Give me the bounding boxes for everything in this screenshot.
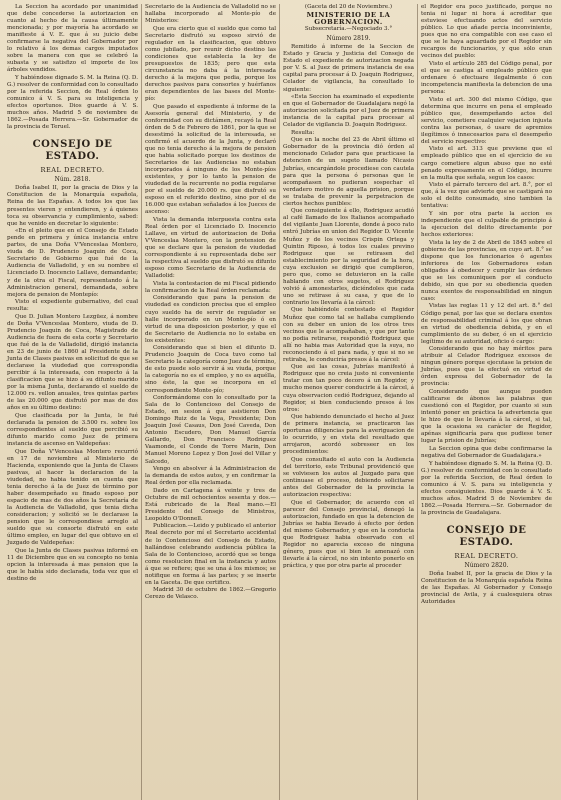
decree-heading: REAL DECRETO. xyxy=(454,551,519,560)
column-rule xyxy=(279,4,280,800)
paragraph: Visto el artículo 285 del Código penal, por el que se castiga al empleado público que ordenare ó efectuare ilegalmente ó con incompetencia manifiesta la detencion de una persona: xyxy=(421,60,552,96)
paragraph: La Seccion opina que debe confirmarse la negativa del Gobernador de Guadalajara.» xyxy=(421,445,552,459)
paragraph: Vista la contestacion de mi Fiscal pidiendo la confirmacion de la Real órden reclamada: xyxy=(145,280,276,294)
paragraph: Vistas las reglas 11 y 12 del art. 8.° del Código penal, por las que se declara exentos de responsabilidad criminal á los que obran en virtud de obediencia debida, y en el cumplimiento de su deber, ó en el ejercicio legítimo de su autoridad, oficio ó cargo: xyxy=(421,303,552,345)
paragraph: Resulta: xyxy=(291,129,315,136)
paragraph: Conformándome con lo consultado por la Sala de lo Contencioso del Consejo de Estado, en sesion á que asistieron Don Domingo Ruiz de la Vega, Presidente; Don Joaquin José Casaus, Don José Caveda, Don Antonio Escudero, Don Manuel García Gallardo, Don Francisco Rodriguez Vaamonde, el Conde de Torre Marin, Don Manuel Moreno Lopez y Don José del Villar y Salcedo, xyxy=(145,395,276,465)
ministry-title: MINISTERIO DE LA GOBERNACION. xyxy=(306,11,391,27)
column-3 xyxy=(280,4,417,800)
paragraph: Que la Junta de Clases pasivas informó en 11 de Diciembre que en su concepto no tenia opcion la interesada á mas pension que la que le habia sido declarada, toda vez que el destino de xyxy=(7,547,138,582)
section-heading: CONSEJO DE ESTADO. xyxy=(32,139,113,163)
paragraph: Vengo en absolver á la Administracion de la demanda de estos autos, y en confirmar la Real órden por ella reclamada. xyxy=(145,466,276,487)
paragraph: Dado en Cartagena á veinte y tres de Octubre de mil ochocientos sesenta y dos.—Está rubricado de la Real mano.—El Presidente del Consejo de Ministros, Leopoldo O'Donnell. xyxy=(145,487,276,522)
columns-container xyxy=(4,4,557,800)
decree-number: Número 2819. xyxy=(326,35,371,43)
paragraph: Que en la noche del 23 de Abril último el Gobernador de la provincia dió órden al mencionado Celador para que practicase la detencion de un sugeto llamado Nicasio Jubrías, encargándole procediese con cautela para que la persona ó personas que le acompañasen no pudieran sospechar el verdadero motivo de aquella prision, porque se trataba de prevenir la perpetracion de ciertos hechos punibles: xyxy=(283,137,414,207)
paragraph: Considerando que aunque pueden calificarse de ábonos las palabras que cuestionó con el Regidor, por cuanto si sun intentó poner en práctica la advertencia que le hizo de que le llevaría á la cárcel, si tal, que la ocasiona su carácter de Regidor, apénas significaría para que pudiese tener lugar la prision de Jubrías; xyxy=(421,389,552,445)
paragraph: Visto el art. 300 del mismo Código, que determina que incurre en pena el empleado público que, desempeñando actos del servicio, cometiere cualquier vejacion injusta contra las personas, ó usare de apremios ilegítimos ó innecesarios para el desempeño del servicio respectivo: xyxy=(421,96,552,145)
paragraph: Madrid 30 de octubre de 1862.—Gregorio Cerezo de Velasco. xyxy=(145,587,276,601)
paragraph: «Esta Seccion ha examinado el expediente en que el Gobernador de Guadalajara negó la autorizacion solicitada por el Juez de primera instancia de la capital para procesar al Celador de vigilancia D. Joaquin Rodriguez. xyxy=(283,94,414,129)
paragraph: Que asi las cosas, Jubrías manifestó á Rodriguez que no creia justo ni conveniente tratar con tan poco decoro á un Regidor, y mucho menos querer conducirle á la cárcel, á cuya observacion cedió Rodriguez, dejando al Regidor, si bien conduciendo presos á los otros: xyxy=(283,364,414,413)
column-rule xyxy=(141,4,142,800)
section-heading: CONSEJO DE ESTADO. xyxy=(446,524,527,548)
paragraph: Que consultado el auto con la Audiencia del territorio, este Tribunal providenció que se volviesen los autos al Juzgado para que continuase el proceso, debiendo solicitarse antes del Gobernador de la provincia la autorizacion respectiva: xyxy=(283,456,414,499)
paragraph: Visto el art. 313 que previene que el empleado público que en el ejercicio de su cargo cometiere algun abuso que no esté penado expresamente en el Código, incurre en la multa que señala, segun los casos: xyxy=(421,146,552,181)
paragraph: Visto el expediente gubernativo, del cual resulta: xyxy=(7,299,138,313)
ministry-subtitle: Subsecretaría.—Negociado 3.° xyxy=(304,26,393,33)
paragraph: Doña Isabel II, por la gracia de Dios y la Constitucion de la Monarquía española, Reina de las Españas. A todos los que las presentes vieren y entendieren, y á quienes toca su observancia y cumplimiento, sabed: que he venido en decretar lo siguiente: xyxy=(7,185,138,227)
column-1 xyxy=(4,4,141,800)
paragraph: Considerando que no hay méritos para atribuir al Celador Rodriguez excesos de ningun género porque ejecutase la prision de Jubrías, pues que la efectuó en virtud de órden expresa del Gobernador de la provincia: xyxy=(421,346,552,388)
paragraph: Que consiguiente á ello, Rodriguez acudió al café llamado de los Italianos acompañado del vigilante Juan Llorente, donde á poco rato entró Jubrías en union del Regidor D. Vicente Muñoz y de los vecinos Crispin Ortega y Quintin Riposo, á todos los cuales previno Rodriguez que se retirasen del establecimiento por la seguridad de la hora, cuya exclusion se dirigió que cumplieron, pero que, como se detuvieron en la calle hablando con otros sugetos, el Rodriguez volvió á amonestarles, diciéndoles que cada uno se retirase á su casa, y que de lo contrario los llevaría á la cárcel: xyxy=(283,208,414,306)
paragraph: el Regidor era poco justificado, porque no tenia ni lugar ni hora á acreditar que estuviese efectuando actos del servicio público. Lo que añade percia inconviniente, pues que no era compatible con ese caso el que se le haya aguardado por el Regidor sin recargos de funcionarios, y que sólo eran vecinos del pueblo: xyxy=(421,4,552,60)
paragraph: Que D. Julian Montero Lezgüez, á nombre de Doña V'Venceslaa Montero, viuda de D. Prudencio Joaquin de Coca, Magistrado de Audiencia de fuera de esta corte y Secretario que fué de la de Valladolid, dirigió instancia en 23 de junio de 1860 al Presidente de la Junta de Clases pasivas en solicitud de que se declarase la viudedad que correspondia percibir á la interesada, con respecto á la clasificacion que se hizo á su difunto marido por la misma Junta, declarando el sueldo de 12.000 rs. vellon anuales, tres quintas partes de las 20.000 que disfrutó por mas de dos años en su último destino: xyxy=(7,313,138,412)
paragraph: Considerando que para la pension de viudedad es condicion precisa que el empleo cuyo sueldo ha de servir de regulador se halle incorporado en un Monte-pío ó en virtud de una disposicion posterior, y que el de Secretario de Audiencia no lo estaba en los existentes: xyxy=(145,295,276,344)
paragraph: Que Doña V'Venceslaa Montero recurrió en 17 de noviembre al Ministerio de Hacienda, exponiendo que la Junta de Clases pasivas, al hacer la declaracion de la viudedad, no habia tenido en cuenta que tenia derecho á la de Juez de término por haber desempeñado su finado esposo por espacio de mas de dos años la Secretaría de la Audiencia de Valladolid, que tenia dicha consideracion; y solicitó se le declarase la pension que le correspondiese arreglo al sueldo que su consorte disfrutó en este último empleo, en lugar del que obtuvo en el Juzgado de Valdepeñas: xyxy=(7,448,138,547)
paragraph: Que habiéndole contestado el Regidor Muñoz que como tal se hallaba cumpliendo con su deber en union de los otros tres vecinos que le acompañaban, y que por tanto no podia retirarse, respondió Rodriguez que allí no habia mas Autoridad que la suya, no reconociendo á el para nada, y que si no se retiraba, le conduciría presos á la cárcel: xyxy=(283,307,414,363)
gazette-date: (Gaceta del 20 de Noviembre.) xyxy=(304,4,393,10)
paragraph: Que clasificada por la Junta, le fué declarada la pension de 3.500 rs. sobre los correspondientes al sueldo que percibió su difunto marido como Juez de primera instancia de ascenso en Valdepeñas: xyxy=(7,412,138,448)
paragraph: Considerando que si bien el difunto D. Prudencio Joaquin de Coca tuvo como tal Secretario la categoría como Juez de término, de esto puede solo servir á su viuda, porque la categoría no es el empleo, y no es aquélla, sino éste, la que se incorpora en el correspondiente Monte-pío; xyxy=(145,345,276,394)
paragraph: Vista la ley de 2 de Abril de 1845 sobre el gobierno de las provincias, en cuyo art. 8.° se dispone que los funcionarios ó agentes inferiores de los Gobernadores estan obligados á obedecer y cumplir las órdenes que se les comuniquen por el conducto debido, sin que por su obediencia queden nunca exentos de responsabilidad en ningun caso: xyxy=(421,239,552,302)
paragraph: Que pasado el expediente á informe de la Asesoría general del Ministerio, y de conformidad con su dictámen, recayó la Real órden de 5 de Febrero de 1861, por la que se desestimó la solicitud de la interesada, se confirmó el acuerdo de la Junta, y declaró que no tenia derecho á la mejora de pension que habia solicitado porque los destinos de Secretarios de las Audiencias no estaban incorporados á ninguno de los Monte-píos existentes, y por lo tanto la pension de viudedad de la recurrente no podia regularse por el sueldo de 20.000 rs. que disfrutó su esposo en el referido destino, sino por el de 16.000 que estaban señalados á los Jueces de ascenso: xyxy=(145,103,276,216)
paragraph: Que el Gobernador, de acuerdo con el parecer del Consejo provincial, denegó la autorizacion, fundado en que la detencion de Jubrías se habia llevado á efecto por órden del mismo Gobernador, y que en la conducta que Rodriguez habia observado con el Regidor no aparecia exceso de ninguna género, pues que si bien le amenazó con llevarle á la cárcel, no sin intento ponerlo en práctica, y que por otra parte al proceder xyxy=(283,499,414,570)
paragraph: Que era cierto que el sueldo que como tal Secretario disfrutó su esposo sirvió de regulador en la clasificacion, que obtuvo como jubilado, por reunir dicho destino las condiciones que establecia la ley de presupuestos de 1835; pero que esta circunstancia no daba á la interesada derecho á la mejora que pedia, porque los derechos pasivos para consortes y huérfanos eran dependientes de las bases del Monte-pío: xyxy=(145,25,276,103)
paragraph: Visto el párrafo tercero del art. 8.°, por el que, á la vez que advierte que se castigará no solo el delito consumado, sino tambien la tentativa: xyxy=(421,182,552,210)
paragraph: Publicacion.—Leido y publicado el anterior Real decreto por mí el Secretario accidental de lo Contencioso del Consejo de Estado, hallándose celebrando audiencia pública la Sala de lo Contencioso, acordó que se tenga como resolucion final en la instancia y autos á que se refiere; que se una á los mismos; se notifique en forma á las partes; y se inserte en la Gaceta. De que certifico. xyxy=(145,523,276,586)
column-2 xyxy=(142,4,279,800)
paragraph: Y habiéndose dignado S. M. la Reina (Q. D. G.) resolver de conformidad con lo consultado por la referida Seccion, de Real órden lo comunico á V. S. para su inteligencia y efectos oportunos. Dios guarde á V. S. muchos años. Madrid 5 de noviembre de 1862.—Posada Herrera.—Sr. Gobernador de la provincia de Teruel. xyxy=(7,74,138,131)
paragraph: «En el pleito que en el Consejo de Estado pende en primera y única instancia entre partes, de una Doña V'Venceslaa Montero, viuda de D. Prudencio Joaquin de Coca, Secretario de Gobierno que fué de la Audiencia de Valladolid, y en su nombre el Licenciado D. Inocencio Lallave, demandante; y de la otra el Fiscal, representando á la Administracion general, demandada, sobre mejora de pension de Montepío: xyxy=(7,228,138,298)
paragraph: Que habiendo denunciado el hecho al Juez de primera instancia, se practicaron las oportunas diligencias para la averiguacion de lo ocurrido, y en vista del resultado que arrojaron, acordó sobreseer en los procedimientos: xyxy=(283,414,414,456)
paragraph: Y sin por otra parte la accion es independiente que el culpable de principio á la ejecucion del delito directamente por hechos exteriores: xyxy=(421,210,552,238)
decree-heading: REAL DECRETO. xyxy=(40,166,105,175)
column-rule xyxy=(417,4,418,800)
decree-number: Núm. 2818. xyxy=(54,176,91,184)
paragraph: Vista la demanda interpuesta contra esta Real órden por el Licenciado D. Inocencio Lallave, en virtud de autorizacion de Doña V'Venceslaa Montero, con la pretension de que se declare que la pension de viudedad correspondiente á su representada debe ser la respectiva al sueldo que disfrutó su difunto esposo como Secretario de la Audiencia de Valladolid: xyxy=(145,216,276,280)
paragraph: Y habiéndose dignado S. M. la Reina (Q. D. G.) resolver de conformidad con lo consultado por la referida Seccion, de Real órden lo comunico á V. S. para su inteligencia y efectos consiguientes. Dios guarde á V. S. muchos años. Madrid 5 de Noviembre de 1862.—Posada Herrera.—Sr. Gobernador de la provincia de Guadalajara. xyxy=(421,460,552,516)
decree-number: Número 2820. xyxy=(464,561,509,569)
paragraph: Secretario de la Audiencia de Valladolid no se hallaba incorporado al Monte-pío de Ministerios: xyxy=(145,4,276,25)
column-4 xyxy=(418,4,555,800)
paragraph: Remitido á informe de la Seccion de Estado y Gracia y Justicia del Consejo de Estado el expediente de autorizacion negada por V. S. al Juez de primera instancia de esa capital para procesar á D. Joaquin Rodriguez, Celador de vigilancia, ha consultado lo siguiente: xyxy=(283,44,414,93)
paragraph: La Seccion ha acordado por unanimidad que debe concederse la autorizacion en cuanto al hecho de la causa últimamente mencionada; y por mayoría ha acordado se manifieste á V. E. que á su juicio debe confirmarse la negativa del Gobernador por lo relativo á los demas cargos imputados sobre la manera con que se celebró la subasta y se satisfizo el importe de los árboles vendidos. xyxy=(7,4,138,74)
paragraph: Doña Isabel II, por la gracia de Dios y la Constitucion de la Monarquía española Reina de las Españas. Al Gobernador y Consejo provincial de Avila, y á cualesquiera otras Autoridades xyxy=(421,570,552,606)
